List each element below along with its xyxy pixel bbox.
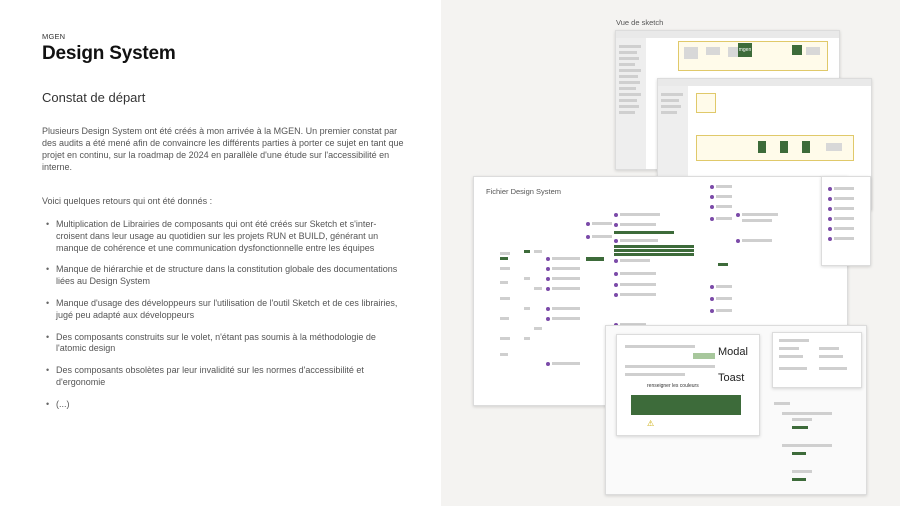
intro-paragraph: Plusieurs Design System ont été créés à mon arrivée à la MGEN. Un premier constat par des audits a été mené afin de convaincre les différents parties à porter ce sujet en tant que projet en continu, sur la roadmap de 2024 en parallèle d'une étude sur l'accessibilité en interne.: [42, 126, 404, 172]
list-item: • Des composants construits sur le volet, n'étant pas soumis à la méthodologie de l'atomic design: [46, 332, 398, 356]
list-item: • Manque de hiérarchie et de structure dans la constitution globale des documentations liées au Design System: [46, 264, 398, 288]
figma-caption: Fichier Design System: [486, 187, 562, 196]
feedback-lead: Voici quelques retours qui ont été donnés :: [42, 196, 213, 206]
warning-icon: ⚠: [647, 419, 655, 428]
list-item: • Manque d'usage des développeurs sur l'utilisation de l'outil Sketch et de ces librairies, jugé peu adapté aux développeurs: [46, 298, 398, 322]
text-column: [0, 0, 441, 506]
modal-button-label: renseigner les couleurs: [647, 383, 699, 389]
feedback-list: [46, 219, 398, 421]
toast-label: Toast: [718, 372, 745, 384]
modal-toast-frame-screenshot: [605, 325, 867, 495]
section-title: Constat de départ: [42, 90, 146, 105]
sketch-caption: Vue de sketch: [616, 18, 664, 27]
mgen-logo: mgen: [738, 43, 752, 57]
screenshot-collage: [441, 0, 900, 506]
form-component-preview: [772, 332, 862, 388]
list-item: • (...): [46, 399, 398, 411]
modal-label: Modal: [718, 346, 748, 358]
list-item: • Des composants obsolètes par leur invalidité sur les normes d'accessibilité et d'ergonomie: [46, 365, 398, 389]
page-title: Design System: [42, 43, 176, 64]
component-list-screenshot: [821, 176, 871, 266]
list-item: • Multiplication de Librairies de composants qui ont été créés sur Sketch et s'inter-croisent dans leur usage au quotidien sur les projets RUN et BUILD, générant un manque de cohérence et une communication dysfonctionnelle entre les équipes: [46, 219, 398, 254]
kicker-label: MGEN: [42, 32, 66, 41]
